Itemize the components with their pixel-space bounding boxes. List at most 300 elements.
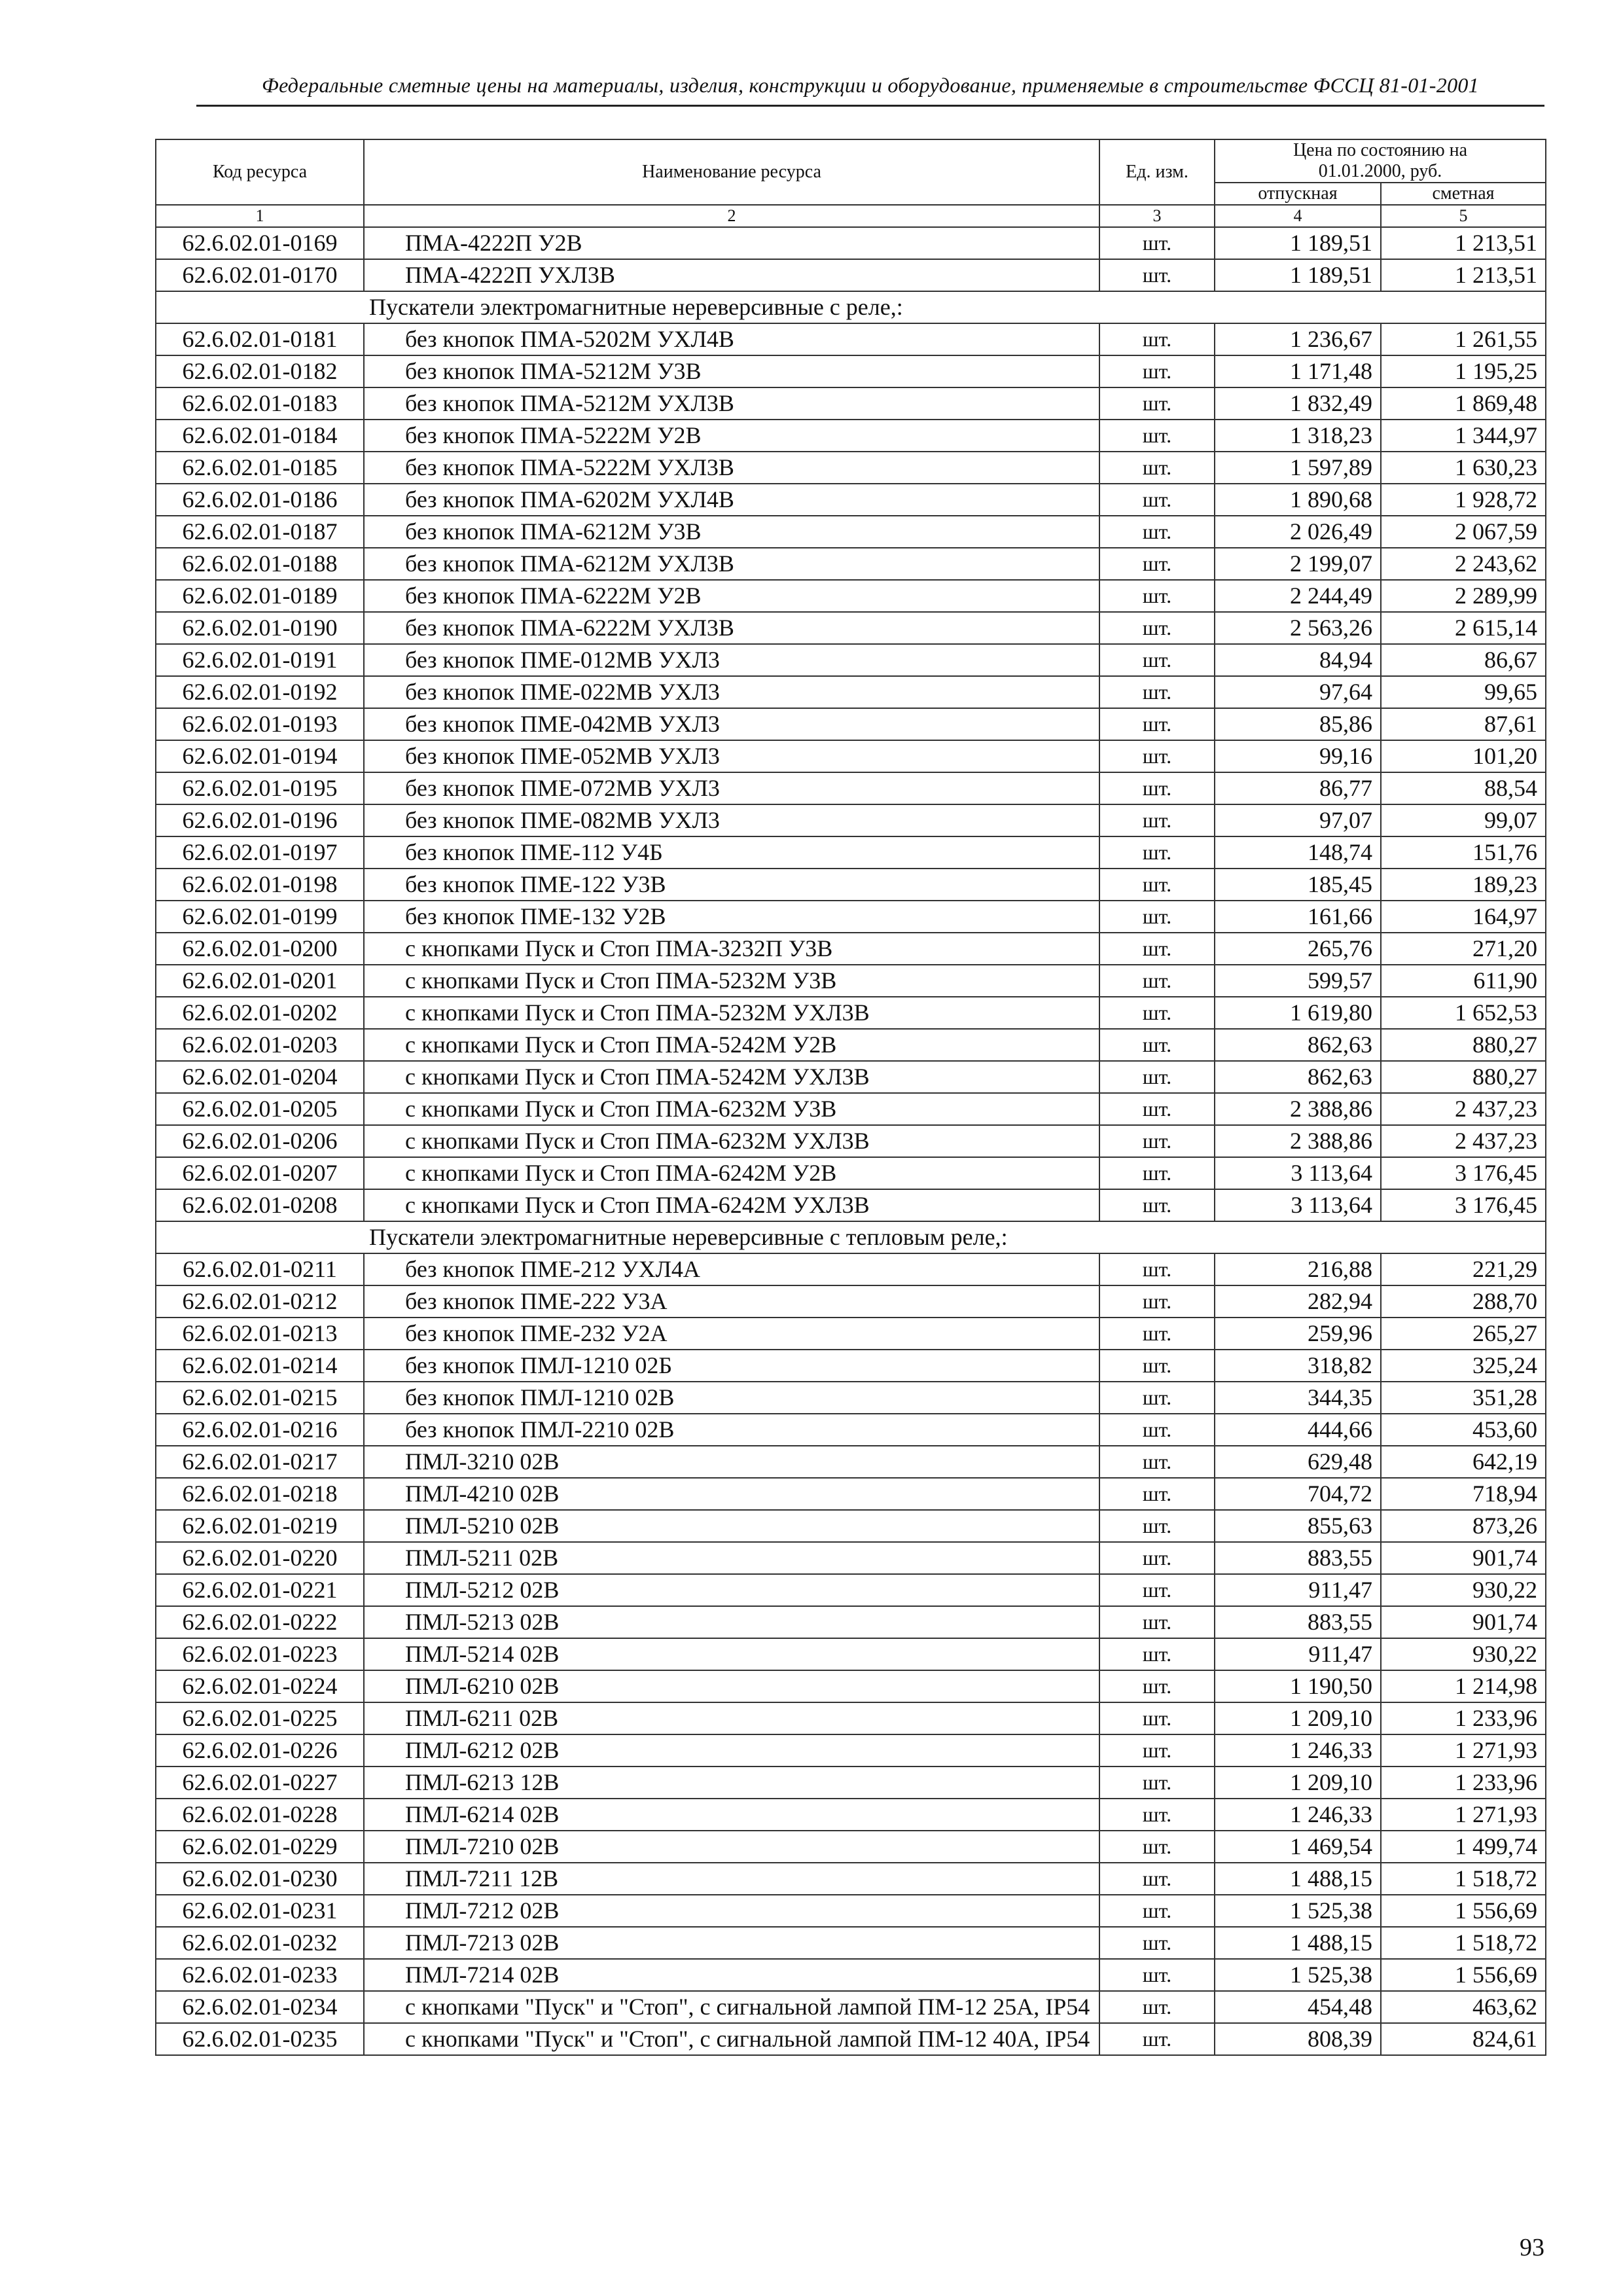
estimate-price: 87,61 [1381, 708, 1546, 740]
estimate-price: 611,90 [1381, 965, 1546, 997]
resource-name: без кнопок ПМЛ-2210 02В [364, 1414, 1099, 1446]
resource-code: 62.6.02.01-0228 [156, 1799, 364, 1831]
unit: шт. [1099, 227, 1215, 259]
resource-code: 62.6.02.01-0197 [156, 836, 364, 869]
release-price: 1 209,10 [1215, 1702, 1381, 1734]
resource-code: 62.6.02.01-0200 [156, 933, 364, 965]
resource-code: 62.6.02.01-0196 [156, 804, 364, 836]
col-header-price-group [1215, 139, 1546, 183]
resource-name: ПМЛ-7214 02В [364, 1959, 1099, 1991]
resource-name: ПМА-4222П У2В [364, 227, 1099, 259]
release-price: 282,94 [1215, 1285, 1381, 1318]
estimate-price: 930,22 [1381, 1574, 1546, 1606]
estimate-price: 101,20 [1381, 740, 1546, 772]
table-row [156, 1478, 1546, 1510]
estimate-price: 718,94 [1381, 1478, 1546, 1510]
unit: шт. [1099, 1350, 1215, 1382]
release-price: 85,86 [1215, 708, 1381, 740]
release-price: 1 209,10 [1215, 1767, 1381, 1799]
table-row [156, 772, 1546, 804]
resource-name: без кнопок ПМА-5202М УХЛ4В [364, 323, 1099, 355]
resource-code: 62.6.02.01-0225 [156, 1702, 364, 1734]
unit: шт. [1099, 1414, 1215, 1446]
table-row [156, 1029, 1546, 1061]
estimate-price: 1 233,96 [1381, 1702, 1546, 1734]
resource-code: 62.6.02.01-0215 [156, 1382, 364, 1414]
resource-code: 62.6.02.01-0184 [156, 420, 364, 452]
release-price: 86,77 [1215, 772, 1381, 804]
header-rule [196, 105, 1544, 107]
release-price: 1 597,89 [1215, 452, 1381, 484]
page-number: 93 [1520, 2234, 1544, 2261]
unit: шт. [1099, 1318, 1215, 1350]
release-price: 2 388,86 [1215, 1125, 1381, 1157]
estimate-price: 325,24 [1381, 1350, 1546, 1382]
estimate-price: 271,20 [1381, 933, 1546, 965]
resource-code: 62.6.02.01-0234 [156, 1991, 364, 2023]
table-row [156, 227, 1546, 259]
resource-name: с кнопками Пуск и Стоп ПМА-6232М У3В [364, 1093, 1099, 1125]
table-row [156, 1702, 1546, 1734]
unit: шт. [1099, 1478, 1215, 1510]
estimate-price: 265,27 [1381, 1318, 1546, 1350]
estimate-price: 1 630,23 [1381, 452, 1546, 484]
col-header-price-line2: 01.01.2000, руб. [1318, 161, 1442, 181]
release-price: 2 388,86 [1215, 1093, 1381, 1125]
resource-code: 62.6.02.01-0211 [156, 1253, 364, 1285]
resource-name: с кнопками Пуск и Стоп ПМА-5242М У2В [364, 1029, 1099, 1061]
unit: шт. [1099, 1638, 1215, 1670]
col-header-price-line1: Цена по состоянию на [1293, 140, 1468, 160]
resource-name: с кнопками "Пуск" и "Стоп", с сигнальной лампой ПМ-12 40А, IP54 [364, 2023, 1099, 2055]
release-price: 97,64 [1215, 676, 1381, 708]
resource-name: без кнопок ПМА-6222М У2В [364, 580, 1099, 612]
table-row [156, 580, 1546, 612]
resource-code: 62.6.02.01-0205 [156, 1093, 364, 1125]
table-row [156, 1895, 1546, 1927]
resource-name: без кнопок ПМЕ-012МВ УХЛ3 [364, 644, 1099, 676]
resource-code: 62.6.02.01-0229 [156, 1831, 364, 1863]
table-body [156, 227, 1546, 2055]
table-row [156, 1350, 1546, 1382]
resource-name: с кнопками Пуск и Стоп ПМА-6232М УХЛ3В [364, 1125, 1099, 1157]
unit: шт. [1099, 1574, 1215, 1606]
col-number: 2 [364, 205, 1099, 227]
resource-code: 62.6.02.01-0230 [156, 1863, 364, 1895]
table-row [156, 901, 1546, 933]
unit: шт. [1099, 1767, 1215, 1799]
unit: шт. [1099, 1734, 1215, 1767]
release-price: 148,74 [1215, 836, 1381, 869]
estimate-price: 351,28 [1381, 1382, 1546, 1414]
table-row [156, 997, 1546, 1029]
col-header-unit: Ед. изм. [1099, 139, 1215, 205]
resource-name: ПМЛ-4210 02В [364, 1478, 1099, 1510]
table-row [156, 1831, 1546, 1863]
table-row [156, 355, 1546, 387]
estimate-price: 288,70 [1381, 1285, 1546, 1318]
table-row [156, 420, 1546, 452]
resource-code: 62.6.02.01-0181 [156, 323, 364, 355]
release-price: 1 832,49 [1215, 387, 1381, 420]
unit: шт. [1099, 1029, 1215, 1061]
unit: шт. [1099, 1991, 1215, 2023]
table-row [156, 644, 1546, 676]
resource-code: 62.6.02.01-0213 [156, 1318, 364, 1350]
unit: шт. [1099, 580, 1215, 612]
resource-code: 62.6.02.01-0182 [156, 355, 364, 387]
table-row [156, 708, 1546, 740]
table-row [156, 612, 1546, 644]
price-table [155, 139, 1546, 2056]
unit: шт. [1099, 1510, 1215, 1542]
unit: шт. [1099, 1446, 1215, 1478]
resource-code: 62.6.02.01-0188 [156, 548, 364, 580]
resource-name: с кнопками Пуск и Стоп ПМА-5232М У3В [364, 965, 1099, 997]
unit: шт. [1099, 740, 1215, 772]
unit: шт. [1099, 548, 1215, 580]
release-price: 855,63 [1215, 1510, 1381, 1542]
table-row [156, 965, 1546, 997]
resource-code: 62.6.02.01-0231 [156, 1895, 364, 1927]
unit: шт. [1099, 1253, 1215, 1285]
release-price: 1 525,38 [1215, 1959, 1381, 1991]
estimate-price: 99,65 [1381, 676, 1546, 708]
release-price: 1 488,15 [1215, 1927, 1381, 1959]
resource-code: 62.6.02.01-0192 [156, 676, 364, 708]
release-price: 1 488,15 [1215, 1863, 1381, 1895]
resource-name: ПМЛ-6214 02В [364, 1799, 1099, 1831]
release-price: 704,72 [1215, 1478, 1381, 1510]
resource-code: 62.6.02.01-0187 [156, 516, 364, 548]
resource-code: 62.6.02.01-0201 [156, 965, 364, 997]
resource-name: ПМЛ-5213 02В [364, 1606, 1099, 1638]
release-price: 1 525,38 [1215, 1895, 1381, 1927]
release-price: 259,96 [1215, 1318, 1381, 1350]
estimate-price: 824,61 [1381, 2023, 1546, 2055]
release-price: 3 113,64 [1215, 1189, 1381, 1221]
resource-name: с кнопками "Пуск" и "Стоп", с сигнальной лампой ПМ-12 25А, IP54 [364, 1991, 1099, 2023]
resource-code: 62.6.02.01-0198 [156, 869, 364, 901]
table-row [156, 1734, 1546, 1767]
release-price: 911,47 [1215, 1638, 1381, 1670]
resource-name: без кнопок ПМЕ-122 У3В [364, 869, 1099, 901]
resource-name: без кнопок ПМА-6212М У3В [364, 516, 1099, 548]
release-price: 629,48 [1215, 1446, 1381, 1478]
resource-name: с кнопками Пуск и Стоп ПМА-6242М У2В [364, 1157, 1099, 1189]
table-row [156, 1574, 1546, 1606]
table-row [156, 1093, 1546, 1125]
resource-name: ПМЛ-7210 02В [364, 1831, 1099, 1863]
table-row [156, 1446, 1546, 1478]
unit: шт. [1099, 1670, 1215, 1702]
release-price: 1 189,51 [1215, 227, 1381, 259]
release-price: 265,76 [1215, 933, 1381, 965]
unit: шт. [1099, 1542, 1215, 1574]
resource-code: 62.6.02.01-0191 [156, 644, 364, 676]
col-number: 4 [1215, 205, 1381, 227]
table-row [156, 1253, 1546, 1285]
resource-name: без кнопок ПМА-5222М У2В [364, 420, 1099, 452]
resource-name: ПМЛ-5214 02В [364, 1638, 1099, 1670]
estimate-price: 99,07 [1381, 804, 1546, 836]
resource-code: 62.6.02.01-0208 [156, 1189, 364, 1221]
resource-name: без кнопок ПМА-5212М УХЛ3В [364, 387, 1099, 420]
release-price: 1 469,54 [1215, 1831, 1381, 1863]
release-price: 862,63 [1215, 1029, 1381, 1061]
resource-name: без кнопок ПМЕ-042МВ УХЛ3 [364, 708, 1099, 740]
estimate-price: 2 437,23 [1381, 1125, 1546, 1157]
resource-code: 62.6.02.01-0216 [156, 1414, 364, 1446]
table-row [156, 1606, 1546, 1638]
table-row [156, 484, 1546, 516]
resource-name: без кнопок ПМЕ-222 У3А [364, 1285, 1099, 1318]
estimate-price: 453,60 [1381, 1414, 1546, 1446]
resource-name: ПМЛ-5212 02В [364, 1574, 1099, 1606]
estimate-price: 189,23 [1381, 869, 1546, 901]
resource-name: без кнопок ПМЕ-132 У2В [364, 901, 1099, 933]
unit: шт. [1099, 1189, 1215, 1221]
release-price: 883,55 [1215, 1542, 1381, 1574]
col-header-name: Наименование ресурса [364, 139, 1099, 205]
resource-name: без кнопок ПМЛ-1210 02Б [364, 1350, 1099, 1382]
table-row [156, 1318, 1546, 1350]
unit: шт. [1099, 1831, 1215, 1863]
estimate-price: 901,74 [1381, 1542, 1546, 1574]
unit: шт. [1099, 1927, 1215, 1959]
estimate-price: 1 213,51 [1381, 227, 1546, 259]
table-row [156, 1414, 1546, 1446]
unit: шт. [1099, 452, 1215, 484]
resource-name: без кнопок ПМЕ-022МВ УХЛ3 [364, 676, 1099, 708]
resource-code: 62.6.02.01-0214 [156, 1350, 364, 1382]
resource-name: без кнопок ПМЛ-1210 02В [364, 1382, 1099, 1414]
estimate-price: 2 289,99 [1381, 580, 1546, 612]
unit: шт. [1099, 676, 1215, 708]
estimate-price: 221,29 [1381, 1253, 1546, 1285]
resource-code: 62.6.02.01-0223 [156, 1638, 364, 1670]
resource-code: 62.6.02.01-0217 [156, 1446, 364, 1478]
table-row [156, 1125, 1546, 1157]
unit: шт. [1099, 516, 1215, 548]
table-row [156, 933, 1546, 965]
release-price: 2 199,07 [1215, 548, 1381, 580]
release-price: 444,66 [1215, 1414, 1381, 1446]
resource-name: ПМЛ-6211 02В [364, 1702, 1099, 1734]
estimate-price: 930,22 [1381, 1638, 1546, 1670]
release-price: 1 171,48 [1215, 355, 1381, 387]
table-header [156, 139, 1546, 227]
unit: шт. [1099, 644, 1215, 676]
resource-code: 62.6.02.01-0193 [156, 708, 364, 740]
estimate-price: 1 928,72 [1381, 484, 1546, 516]
release-price: 2 026,49 [1215, 516, 1381, 548]
resource-name: ПМЛ-3210 02В [364, 1446, 1099, 1478]
resource-code: 62.6.02.01-0232 [156, 1927, 364, 1959]
table-row [156, 869, 1546, 901]
estimate-price: 463,62 [1381, 1991, 1546, 2023]
release-price: 3 113,64 [1215, 1157, 1381, 1189]
resource-name: с кнопками Пуск и Стоп ПМА-6242М УХЛ3В [364, 1189, 1099, 1221]
release-price: 1 246,33 [1215, 1799, 1381, 1831]
resource-name: без кнопок ПМЕ-072МВ УХЛ3 [364, 772, 1099, 804]
table-row [156, 1189, 1546, 1221]
unit: шт. [1099, 1285, 1215, 1318]
resource-code: 62.6.02.01-0170 [156, 259, 364, 291]
unit: шт. [1099, 772, 1215, 804]
resource-code: 62.6.02.01-0233 [156, 1959, 364, 1991]
resource-code: 62.6.02.01-0194 [156, 740, 364, 772]
resource-name: без кнопок ПМЕ-082МВ УХЛ3 [364, 804, 1099, 836]
resource-name: ПМЛ-5211 02В [364, 1542, 1099, 1574]
unit: шт. [1099, 708, 1215, 740]
estimate-price: 1 556,69 [1381, 1895, 1546, 1927]
release-price: 1 236,67 [1215, 323, 1381, 355]
estimate-price: 2 437,23 [1381, 1093, 1546, 1125]
unit: шт. [1099, 997, 1215, 1029]
release-price: 1 190,50 [1215, 1670, 1381, 1702]
unit: шт. [1099, 1799, 1215, 1831]
unit: шт. [1099, 1863, 1215, 1895]
estimate-price: 86,67 [1381, 644, 1546, 676]
col-header-estimate: сметная [1381, 183, 1546, 205]
unit: шт. [1099, 1093, 1215, 1125]
unit: шт. [1099, 1702, 1215, 1734]
release-price: 1 189,51 [1215, 259, 1381, 291]
resource-code: 62.6.02.01-0219 [156, 1510, 364, 1542]
unit: шт. [1099, 965, 1215, 997]
estimate-price: 1 233,96 [1381, 1767, 1546, 1799]
resource-name: ПМЛ-7212 02В [364, 1895, 1099, 1927]
table-row [156, 836, 1546, 869]
estimate-price: 1 518,72 [1381, 1863, 1546, 1895]
resource-code: 62.6.02.01-0227 [156, 1767, 364, 1799]
release-price: 808,39 [1215, 2023, 1381, 2055]
resource-code: 62.6.02.01-0204 [156, 1061, 364, 1093]
table-row [156, 1670, 1546, 1702]
unit: шт. [1099, 804, 1215, 836]
col-header-release: отпускная [1215, 183, 1381, 205]
resource-code: 62.6.02.01-0221 [156, 1574, 364, 1606]
estimate-price: 880,27 [1381, 1061, 1546, 1093]
resource-name: ПМЛ-7211 12В [364, 1863, 1099, 1895]
release-price: 161,66 [1215, 901, 1381, 933]
section-title: Пускатели электромагнитные нереверсивные с реле,: [156, 291, 1546, 323]
resource-name: без кнопок ПМЕ-052МВ УХЛ3 [364, 740, 1099, 772]
unit: шт. [1099, 2023, 1215, 2055]
resource-name: ПМА-4222П УХЛ3В [364, 259, 1099, 291]
table-row [156, 323, 1546, 355]
unit: шт. [1099, 836, 1215, 869]
resource-code: 62.6.02.01-0218 [156, 1478, 364, 1510]
resource-name: ПМЛ-6213 12В [364, 1767, 1099, 1799]
resource-name: без кнопок ПМЕ-232 У2А [364, 1318, 1099, 1350]
estimate-price: 1 261,55 [1381, 323, 1546, 355]
resource-name: без кнопок ПМА-6222М УХЛ3В [364, 612, 1099, 644]
resource-code: 62.6.02.01-0185 [156, 452, 364, 484]
table-row [156, 1959, 1546, 1991]
resource-name: с кнопками Пуск и Стоп ПМА-5232М УХЛ3В [364, 997, 1099, 1029]
estimate-price: 1 213,51 [1381, 259, 1546, 291]
table-row [156, 1799, 1546, 1831]
unit: шт. [1099, 1125, 1215, 1157]
estimate-price: 1 195,25 [1381, 355, 1546, 387]
resource-code: 62.6.02.01-0212 [156, 1285, 364, 1318]
unit: шт. [1099, 1895, 1215, 1927]
resource-name: без кнопок ПМА-6212М УХЛ3В [364, 548, 1099, 580]
table-row [156, 1382, 1546, 1414]
section-title: Пускатели электромагнитные нереверсивные с тепловым реле,: [156, 1221, 1546, 1253]
resource-code: 62.6.02.01-0235 [156, 2023, 364, 2055]
col-number: 3 [1099, 205, 1215, 227]
release-price: 84,94 [1215, 644, 1381, 676]
estimate-price: 3 176,45 [1381, 1157, 1546, 1189]
unit: шт. [1099, 901, 1215, 933]
estimate-price: 1 556,69 [1381, 1959, 1546, 1991]
release-price: 1 246,33 [1215, 1734, 1381, 1767]
table-row [156, 676, 1546, 708]
estimate-price: 1 869,48 [1381, 387, 1546, 420]
col-number: 1 [156, 205, 364, 227]
resource-name: без кнопок ПМЕ-112 У4Б [364, 836, 1099, 869]
release-price: 185,45 [1215, 869, 1381, 901]
estimate-price: 3 176,45 [1381, 1189, 1546, 1221]
estimate-price: 873,26 [1381, 1510, 1546, 1542]
unit: шт. [1099, 323, 1215, 355]
release-price: 318,82 [1215, 1350, 1381, 1382]
release-price: 883,55 [1215, 1606, 1381, 1638]
release-price: 454,48 [1215, 1991, 1381, 2023]
resource-code: 62.6.02.01-0183 [156, 387, 364, 420]
resource-name: без кнопок ПМА-5222М УХЛ3В [364, 452, 1099, 484]
unit: шт. [1099, 1157, 1215, 1189]
resource-code: 62.6.02.01-0207 [156, 1157, 364, 1189]
unit: шт. [1099, 387, 1215, 420]
estimate-price: 901,74 [1381, 1606, 1546, 1638]
table-row [156, 1638, 1546, 1670]
estimate-price: 2 067,59 [1381, 516, 1546, 548]
release-price: 344,35 [1215, 1382, 1381, 1414]
section-row [156, 291, 1546, 323]
estimate-price: 1 499,74 [1381, 1831, 1546, 1863]
running-header: Федеральные сметные цены на материалы, изделия, конструкции и оборудование, применяемые в строительстве ФССЦ 81-01-2001 [262, 73, 1479, 97]
table-row [156, 548, 1546, 580]
resource-code: 62.6.02.01-0195 [156, 772, 364, 804]
unit: шт. [1099, 1061, 1215, 1093]
estimate-price: 1 344,97 [1381, 420, 1546, 452]
release-price: 2 563,26 [1215, 612, 1381, 644]
table-row [156, 1510, 1546, 1542]
table-row [156, 1061, 1546, 1093]
release-price: 97,07 [1215, 804, 1381, 836]
table-row [156, 516, 1546, 548]
resource-code: 62.6.02.01-0206 [156, 1125, 364, 1157]
resource-name: с кнопками Пуск и Стоп ПМА-3232П У3В [364, 933, 1099, 965]
resource-code: 62.6.02.01-0202 [156, 997, 364, 1029]
section-row [156, 1221, 1546, 1253]
table-row [156, 387, 1546, 420]
resource-name: без кнопок ПМЕ-212 УХЛ4А [364, 1253, 1099, 1285]
resource-code: 62.6.02.01-0224 [156, 1670, 364, 1702]
unit: шт. [1099, 259, 1215, 291]
resource-name: ПМЛ-6212 02В [364, 1734, 1099, 1767]
table-row [156, 1767, 1546, 1799]
resource-name: без кнопок ПМА-5212М У3В [364, 355, 1099, 387]
table-row [156, 740, 1546, 772]
unit: шт. [1099, 420, 1215, 452]
unit: шт. [1099, 355, 1215, 387]
estimate-price: 2 243,62 [1381, 548, 1546, 580]
